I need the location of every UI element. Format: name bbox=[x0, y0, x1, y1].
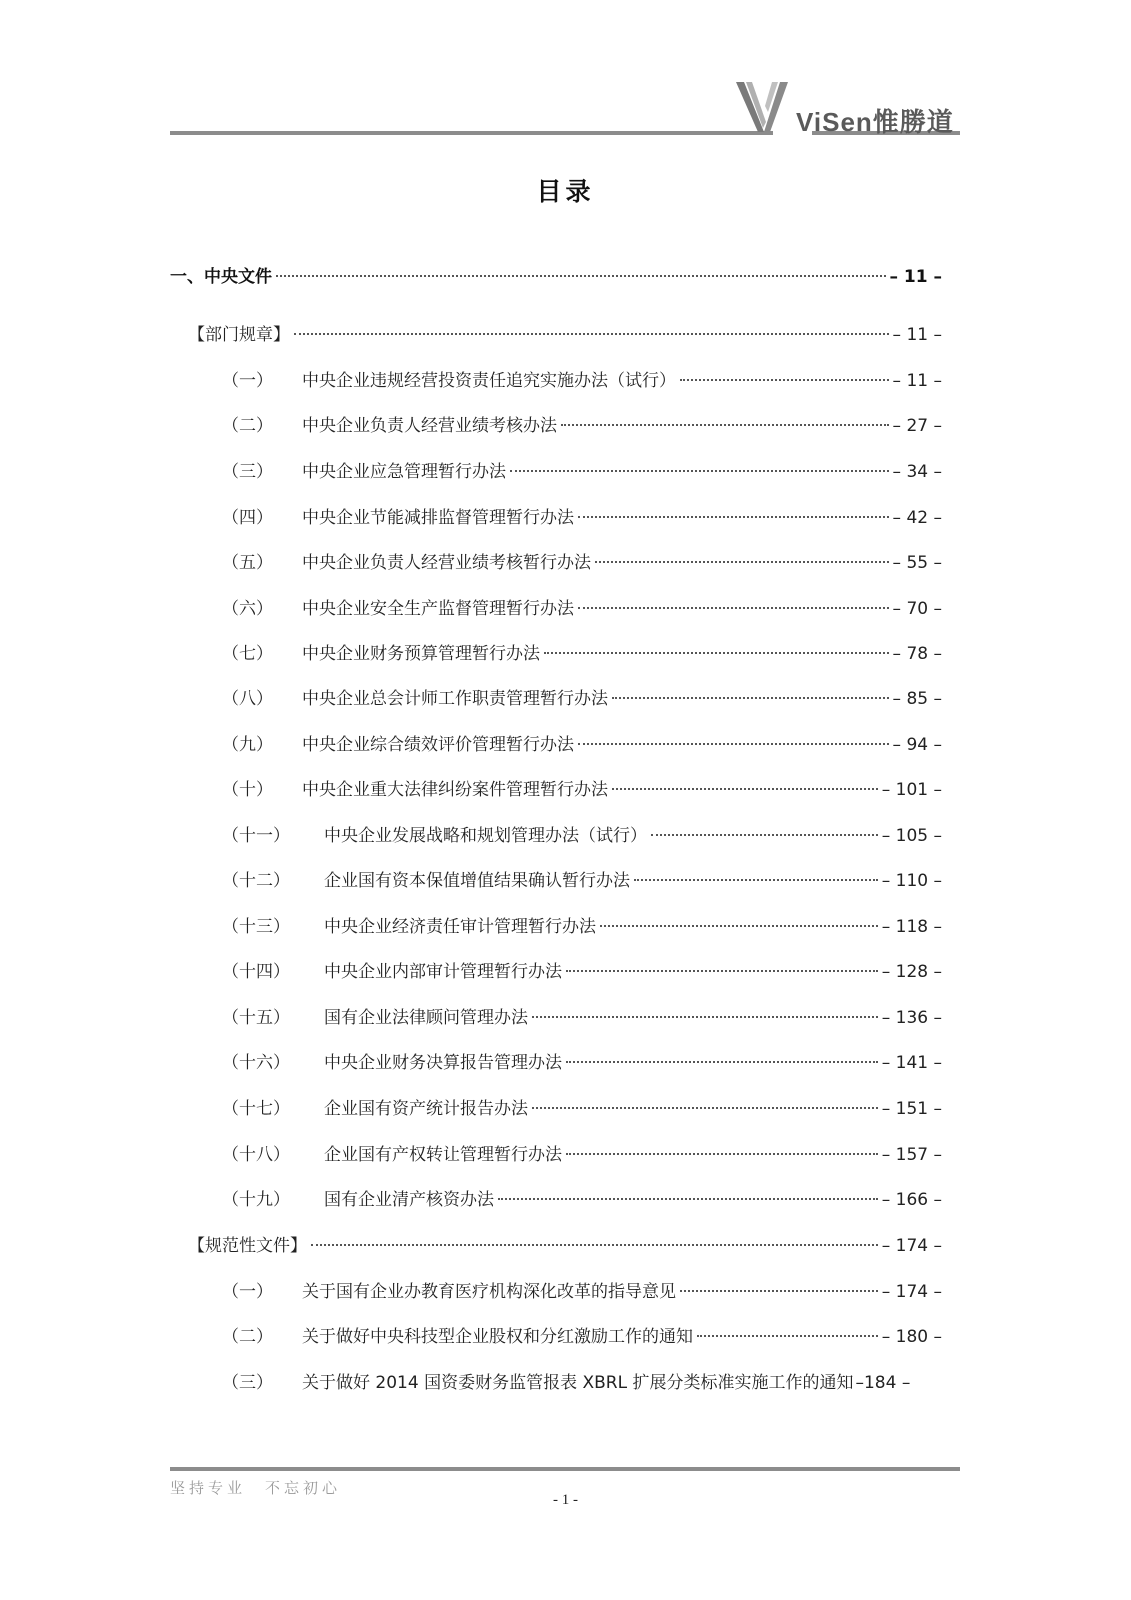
toc-item[interactable] bbox=[222, 732, 942, 758]
toc-item-number: （十八） bbox=[222, 1145, 290, 1165]
toc-item-number: （四） bbox=[222, 508, 273, 528]
toc-item-title: 企业国有资产统计报告办法 bbox=[324, 1099, 528, 1119]
toc-item-number: （七） bbox=[222, 644, 273, 664]
toc-item-title: 中央企业安全生产监督管理暂行办法 bbox=[302, 599, 574, 619]
toc-group-label: 【部门规章】 bbox=[188, 325, 290, 345]
toc-item-title: 中央企业经济责任审计管理暂行办法 bbox=[324, 917, 596, 937]
toc-leader-dots bbox=[510, 470, 889, 472]
toc-item-number: （十九） bbox=[222, 1190, 290, 1210]
toc-page-number: – 180 – bbox=[881, 1327, 942, 1347]
toc-leader-dots bbox=[566, 1061, 878, 1063]
toc-item-number: （十） bbox=[222, 780, 273, 800]
toc-item-number: （一） bbox=[222, 371, 273, 391]
toc-item-number: （十七） bbox=[222, 1099, 290, 1119]
toc-page-number: – 78 – bbox=[892, 644, 942, 664]
toc-leader-dots bbox=[532, 1016, 878, 1018]
toc-item[interactable] bbox=[222, 459, 942, 485]
toc-item-title: 中央企业负责人经营业绩考核办法 bbox=[302, 416, 557, 436]
header-rule bbox=[170, 131, 773, 135]
toc-item-title: 中央企业总会计师工作职责管理暂行办法 bbox=[302, 689, 608, 709]
toc-page-number: – 94 – bbox=[892, 735, 942, 755]
toc-item-number: （十六） bbox=[222, 1053, 290, 1073]
toc-item-title: 国有企业法律顾问管理办法 bbox=[324, 1008, 528, 1028]
toc-page-number: – 110 – bbox=[881, 871, 942, 891]
toc-item[interactable] bbox=[222, 1187, 942, 1213]
toc-leader-dots bbox=[651, 834, 878, 836]
toc-leader-dots bbox=[566, 970, 878, 972]
toc-item-number: （九） bbox=[222, 735, 273, 755]
brand-latin: ViSen bbox=[796, 107, 873, 137]
toc-leader-dots bbox=[498, 1198, 878, 1200]
toc-item-title: 企业国有产权转让管理暂行办法 bbox=[324, 1145, 562, 1165]
toc-item-title: 中央企业财务决算报告管理办法 bbox=[324, 1053, 562, 1073]
toc-item-number: （三） bbox=[222, 462, 273, 482]
toc-item-title: 中央企业综合绩效评价管理暂行办法 bbox=[302, 735, 574, 755]
toc-page-number: –184 – bbox=[855, 1373, 911, 1393]
toc-item[interactable] bbox=[222, 1050, 942, 1076]
toc-leader-dots bbox=[595, 561, 889, 563]
toc-leader-dots bbox=[680, 379, 889, 381]
toc-item[interactable] bbox=[222, 641, 942, 667]
toc-leader-dots bbox=[578, 743, 889, 745]
toc-item[interactable] bbox=[222, 1324, 942, 1350]
toc-leader-dots bbox=[680, 1290, 878, 1292]
toc-item[interactable] bbox=[222, 1005, 942, 1031]
toc-item-title: 国有企业清产核资办法 bbox=[324, 1190, 494, 1210]
toc-item-title: 中央企业负责人经营业绩考核暂行办法 bbox=[302, 553, 591, 573]
brand-cn: 惟勝道 bbox=[872, 107, 954, 137]
toc-item[interactable] bbox=[222, 868, 942, 894]
toc-item-title: 中央企业节能减排监督管理暂行办法 bbox=[302, 508, 574, 528]
toc-leader-dots bbox=[578, 516, 889, 518]
toc-item[interactable] bbox=[222, 1370, 942, 1396]
toc-item-title: 中央企业财务预算管理暂行办法 bbox=[302, 644, 540, 664]
toc-leader-dots bbox=[612, 697, 889, 699]
toc-item-number: （八） bbox=[222, 689, 273, 709]
toc-item[interactable] bbox=[222, 413, 942, 439]
footer-motto: 坚持专业 不忘初心 bbox=[170, 1479, 342, 1497]
toc-item[interactable] bbox=[222, 686, 942, 712]
toc-leader-dots bbox=[544, 652, 889, 654]
toc-item[interactable] bbox=[222, 368, 942, 394]
toc-leader-dots bbox=[311, 1244, 878, 1246]
toc-page-number: – 151 – bbox=[881, 1099, 942, 1119]
toc-item[interactable] bbox=[222, 823, 942, 849]
toc-page-number: – 55 – bbox=[892, 553, 942, 573]
toc-item[interactable] bbox=[222, 1142, 942, 1168]
toc-item-number: （十二） bbox=[222, 871, 290, 891]
toc-item-number: （五） bbox=[222, 553, 273, 573]
toc-page-number: – 70 – bbox=[892, 599, 942, 619]
toc-item-number: （一） bbox=[222, 1282, 273, 1302]
toc-item[interactable] bbox=[222, 959, 942, 985]
toc-page-number: – 11 – bbox=[889, 267, 942, 287]
brand-logo bbox=[734, 78, 964, 144]
toc-leader-dots bbox=[612, 788, 878, 790]
page-title: 目录 bbox=[536, 177, 595, 206]
toc-page-number: – 11 – bbox=[892, 371, 942, 391]
toc-leader-dots bbox=[566, 1153, 878, 1155]
toc-item[interactable] bbox=[222, 505, 942, 531]
toc-page-number: – 27 – bbox=[892, 416, 942, 436]
toc-page-number: – 101 – bbox=[881, 780, 942, 800]
toc-page-number: – 174 – bbox=[881, 1236, 942, 1256]
toc-leader-dots bbox=[634, 879, 878, 881]
toc-item-title: 关于做好中央科技型企业股权和分红激励工作的通知 bbox=[302, 1327, 693, 1347]
toc-page-number: – 11 – bbox=[892, 325, 942, 345]
toc-item-number: （十四） bbox=[222, 962, 290, 982]
toc-group-department-rules[interactable] bbox=[188, 322, 942, 348]
toc-page-number: – 128 – bbox=[881, 962, 942, 982]
toc-item-title: 中央企业重大法律纠纷案件管理暂行办法 bbox=[302, 780, 608, 800]
toc-item[interactable] bbox=[222, 914, 942, 940]
toc-group-normative-documents[interactable] bbox=[188, 1233, 942, 1259]
toc-item[interactable] bbox=[222, 596, 942, 622]
toc-page-number: – 85 – bbox=[892, 689, 942, 709]
toc-page-number: – 105 – bbox=[881, 826, 942, 846]
toc-page-number: – 157 – bbox=[881, 1145, 942, 1165]
toc-page-number: – 174 – bbox=[881, 1282, 942, 1302]
toc-item-title: 中央企业发展战略和规划管理办法（试行） bbox=[324, 826, 647, 846]
toc-leader-dots bbox=[294, 333, 889, 335]
toc-item-title: 关于做好 2014 国资委财务监管报表 XBRL 扩展分类标准实施工作的通知 bbox=[302, 1373, 854, 1393]
toc-leader-dots bbox=[697, 1335, 878, 1337]
toc-item-title: 中央企业内部审计管理暂行办法 bbox=[324, 962, 562, 982]
toc-page-number: – 42 – bbox=[892, 508, 942, 528]
toc-page-number: – 34 – bbox=[892, 462, 942, 482]
toc-page-number: – 118 – bbox=[881, 917, 942, 937]
toc-item-title: 中央企业违规经营投资责任追究实施办法（试行） bbox=[302, 371, 676, 391]
toc-leader-dots bbox=[561, 424, 889, 426]
toc-leader-dots bbox=[600, 925, 878, 927]
toc-leader-dots bbox=[578, 607, 889, 609]
toc-leader-dots bbox=[532, 1107, 878, 1109]
toc-page-number: – 136 – bbox=[881, 1008, 942, 1028]
page-number: - 1 - bbox=[553, 1492, 578, 1508]
footer-rule bbox=[170, 1467, 960, 1471]
toc-page-number: – 166 – bbox=[881, 1190, 942, 1210]
toc-item-number: （十一） bbox=[222, 826, 290, 846]
toc-leader-dots bbox=[276, 275, 886, 277]
toc-page-number: – 141 – bbox=[881, 1053, 942, 1073]
toc-item[interactable] bbox=[222, 777, 942, 803]
toc-item-title: 中央企业应急管理暂行办法 bbox=[302, 462, 506, 482]
toc-item-number: （六） bbox=[222, 599, 273, 619]
toc-item[interactable] bbox=[222, 1279, 942, 1305]
toc-item[interactable] bbox=[222, 550, 942, 576]
toc-item-number: （二） bbox=[222, 416, 273, 436]
visen-v-icon bbox=[734, 78, 794, 138]
toc-section-label: 一、中央文件 bbox=[170, 267, 272, 287]
toc-item-title: 关于国有企业办教育医疗机构深化改革的指导意见 bbox=[302, 1282, 676, 1302]
toc-section-central-documents[interactable] bbox=[170, 264, 942, 290]
toc-item-number: （十三） bbox=[222, 917, 290, 937]
brand-name bbox=[796, 102, 954, 139]
toc-item-number: （三） bbox=[222, 1373, 273, 1393]
toc-group-label: 【规范性文件】 bbox=[188, 1236, 307, 1256]
toc-item[interactable] bbox=[222, 1096, 942, 1122]
toc-item-number: （二） bbox=[222, 1327, 273, 1347]
toc-item-title: 企业国有资本保值增值结果确认暂行办法 bbox=[324, 871, 630, 891]
toc-item-number: （十五） bbox=[222, 1008, 290, 1028]
